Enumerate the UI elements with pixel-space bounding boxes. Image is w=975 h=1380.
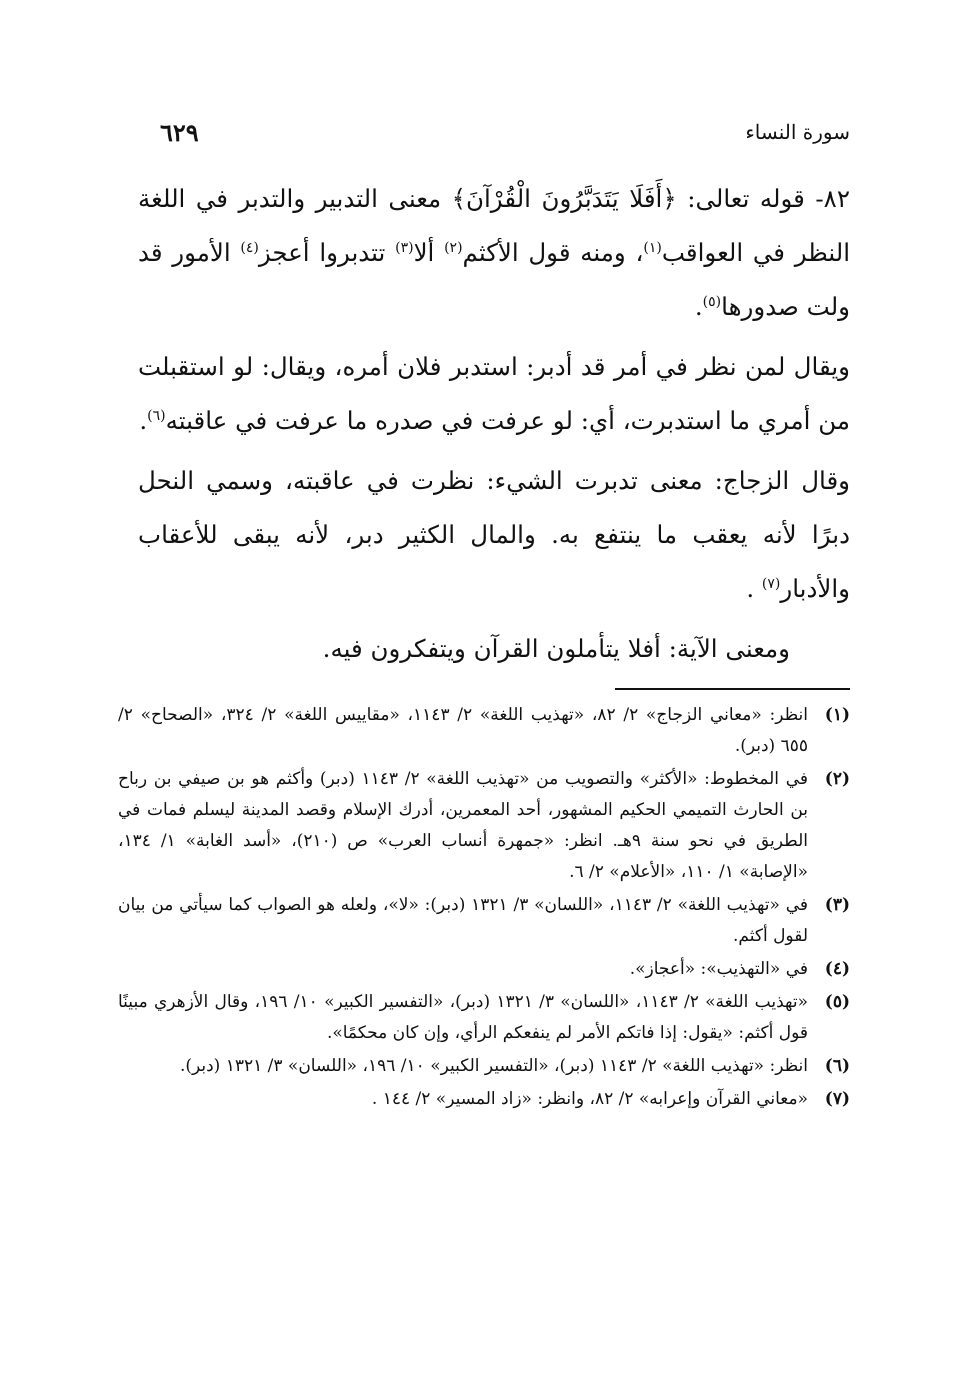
- paragraph-2-text: .: [139, 406, 148, 435]
- page-number: ٦٢٩: [160, 117, 199, 147]
- footnote-text: «معاني القرآن وإعرابه» ٢/ ٨٢، وانظر: «زاد المسير» ٢/ ١٤٤ .: [371, 1089, 808, 1109]
- main-text: [138, 172, 850, 682]
- footnote: [118, 1084, 850, 1115]
- footnote-number: (٥): [824, 992, 850, 1012]
- paragraph-1-text: ٨٢- قوله تعالى: ﴿أَفَلَا يَتَدَبَّرُونَ الْقُرْآنَ﴾ معنى التدبير والتدبر في اللغة النظر في العواقب: [138, 184, 850, 267]
- footnote-number: (٢): [824, 769, 850, 789]
- footnote-ref-2: (٢): [444, 239, 463, 256]
- footnote-number: (٤): [824, 959, 850, 979]
- footnote-ref-1: (١): [643, 239, 662, 256]
- footnote-ref-5: (٥): [702, 293, 722, 310]
- paragraph-3: [138, 454, 850, 616]
- paragraph-1-text: ألا: [413, 238, 445, 267]
- surah-name: سورة النساء: [745, 120, 850, 144]
- footnote-ref-3: (٣): [395, 239, 414, 256]
- footnote-ref-4: (٤): [240, 239, 259, 256]
- paragraph-3-text: .: [746, 574, 762, 603]
- paragraph-1-text: .: [694, 292, 703, 321]
- footnote: [118, 890, 850, 952]
- footnote-number: (٦): [824, 1056, 850, 1076]
- footnotes: [118, 700, 850, 1117]
- footnote-divider: [615, 688, 850, 690]
- footnote-text: في المخطوط: «الأكثر» والتصويب من «تهذيب اللغة» ٢/ ١١٤٣ (دبر) وأكثم هو بن صيفي بن رباح بن الحارث التميمي الحكيم المشهور، أحد المعمرين، أدرك الإسلام وقصد المدينة ليسلم فمات في الطريق في نحو سنة ٩هـ. انظر: «جمهرة أنساب العرب» ص (٢١٠)، «أسد الغابة» ١/ ١٣٤، «الإصابة» ١/ ١١٠، «الأعلام» ٢/ ٦.: [118, 769, 808, 882]
- page-header: [160, 112, 850, 152]
- footnote-number: (٧): [824, 1089, 850, 1109]
- paragraph-1: [138, 172, 850, 334]
- paragraph-3-text: وقال الزجاج: معنى تدبرت الشيء: نظرت في عاقبته، وسمي النحل دبرًا لأنه يعقب ما ينتفع به. والمال الكثير دبر، لأنه يبقى للأعقاب والأدبار: [138, 466, 850, 603]
- paragraph-2: [138, 340, 850, 448]
- footnote-text: في «التهذيب»: «أعجاز».: [629, 959, 808, 979]
- footnote: [118, 700, 850, 762]
- paragraph-4: ومعنى الآية: أفلا يتأملون القرآن ويتفكرون فيه.: [322, 634, 790, 663]
- footnote-text: «تهذيب اللغة» ٢/ ١١٤٣، «اللسان» ٣/ ١٣٢١ (دبر)، «التفسير الكبير» ١٠/ ١٩٦، وقال الأزهري مبينًا قول أكثم: «يقول: إذا فاتكم الأمر لم ينفعكم الرأي، وإن كان محكمًا».: [118, 992, 808, 1043]
- footnote-text: في «تهذيب اللغة» ٢/ ١١٤٣، «اللسان» ٣/ ١٣٢١ (دبر): «لا»، ولعله هو الصواب كما سيأتي من بيان لقول أكثم.: [118, 895, 809, 946]
- paragraph-1-text: الأمور قد ولت صدورها: [138, 238, 850, 321]
- footnote: [118, 1051, 850, 1082]
- footnote-text: انظر: «معاني الزجاج» ٢/ ٨٢، «تهذيب اللغة» ٢/ ١١٤٣، «مقاييس اللغة» ٢/ ٣٢٤، «الصحاح» ٢/ ٦٥٥ (دبر).: [118, 705, 808, 756]
- footnote: [118, 764, 850, 888]
- footnote-number: (٣): [824, 895, 850, 915]
- paragraph-1-text: ، ومنه قول الأكثم: [462, 238, 644, 267]
- footnote-ref-6: (٦): [147, 407, 166, 424]
- paragraph-1-text: تتدبروا أعجز: [258, 238, 396, 267]
- footnote-number: (١): [824, 705, 850, 725]
- footnote-ref-7: (٧): [761, 575, 781, 592]
- footnote-text: انظر: «تهذيب اللغة» ٢/ ١١٤٣ (دبر)، «التفسير الكبير» ١٠/ ١٩٦، «اللسان» ٣/ ١٣٢١ (دبر).: [179, 1056, 808, 1076]
- footnote: [118, 987, 850, 1049]
- footnote: [118, 954, 850, 985]
- paragraph-2-text: ويقال لمن نظر في أمر قد أدبر: استدبر فلان أمره، ويقال: لو استقبلت من أمري ما استدبرت، أي: لو عرفت في صدره ما عرفت في عاقبته: [138, 352, 850, 435]
